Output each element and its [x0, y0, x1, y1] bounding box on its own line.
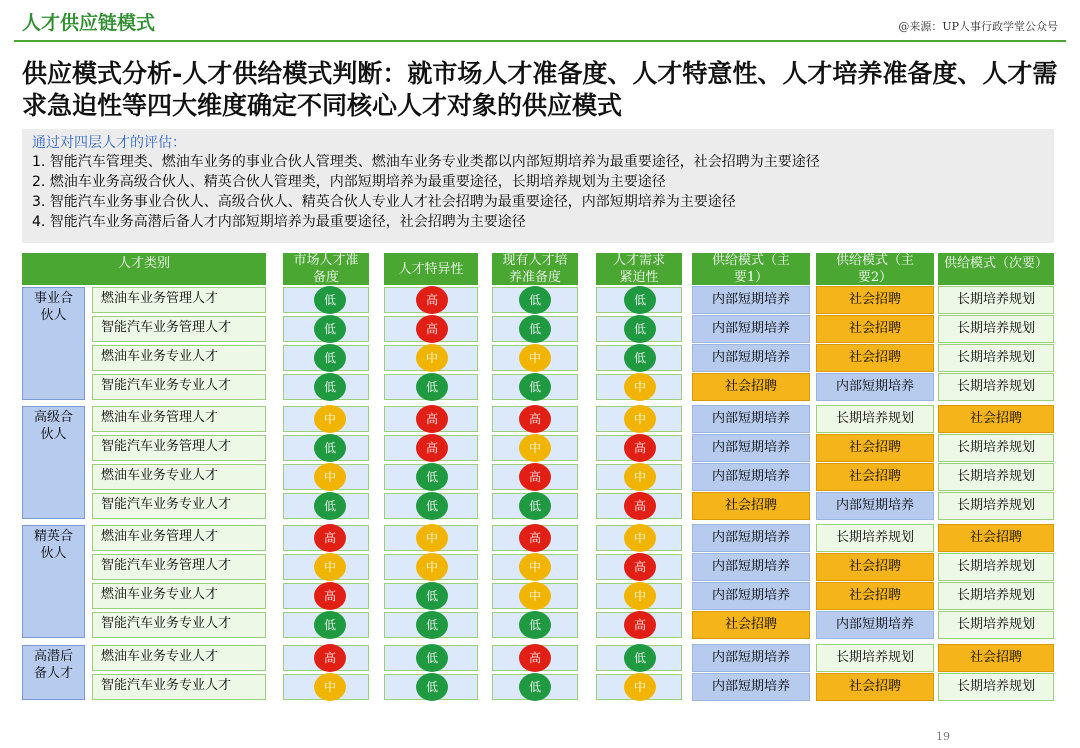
- rating-dot-mid: 中: [624, 673, 656, 701]
- rating-dot-mid: 中: [314, 553, 346, 581]
- rating-dot-mid: 中: [624, 373, 656, 401]
- rating-dot-mid: 中: [416, 553, 448, 581]
- rating-dot-low: 低: [519, 611, 551, 639]
- rating-dot-low: 低: [416, 611, 448, 639]
- header-secondary-mode: 供给模式（次要）: [938, 253, 1054, 285]
- mode-cell-social: 社会招聘: [692, 492, 810, 520]
- source-note: @来源：UP人事行政学堂公众号: [898, 20, 1058, 33]
- rating-dot-high: 高: [624, 611, 656, 639]
- talent-name: 燃油车业务专业人才: [92, 345, 266, 371]
- mode-cell-internal: 内部短期培养: [692, 673, 810, 701]
- mode-cell-internal: 内部短期培养: [692, 286, 810, 314]
- header-specificity: 人才特异性: [384, 253, 478, 285]
- mode-cell-longterm: 长期培养规划: [938, 286, 1054, 314]
- rating-dot-mid: 中: [416, 524, 448, 552]
- header-main-mode-1: 供给模式（主 要1）: [692, 253, 810, 285]
- rating-dot-low: 低: [314, 611, 346, 639]
- mode-cell-longterm: 长期培养规划: [938, 553, 1054, 581]
- rating-dot-high: 高: [416, 286, 448, 314]
- header-main-mode-2: 供给模式（主 要2）: [816, 253, 934, 285]
- rating-dot-high: 高: [416, 405, 448, 433]
- rating-dot-high: 高: [624, 434, 656, 462]
- rating-dot-low: 低: [314, 492, 346, 520]
- group-label-line: 事业合: [33, 291, 73, 306]
- mode-cell-longterm: 长期培养规划: [938, 373, 1054, 401]
- group-label-line: 精英合: [33, 529, 73, 544]
- rating-dot-low: 低: [624, 344, 656, 372]
- rating-dot-mid: 中: [624, 463, 656, 491]
- mode-cell-internal: 内部短期培养: [816, 373, 934, 401]
- rating-dot-mid: 中: [519, 582, 551, 610]
- talent-name: 智能汽车业务管理人才: [92, 316, 266, 342]
- group-label: [22, 406, 85, 519]
- page-number: 19: [936, 730, 950, 743]
- talent-name: 燃油车业务专业人才: [92, 464, 266, 490]
- talent-name: 燃油车业务管理人才: [92, 525, 266, 551]
- talent-name: 燃油车业务管理人才: [92, 287, 266, 313]
- talent-name: 智能汽车业务管理人才: [92, 554, 266, 580]
- header-category: 人才类别: [22, 253, 266, 285]
- rating-dot-high: 高: [519, 524, 551, 552]
- rating-dot-mid: 中: [519, 553, 551, 581]
- group-label: [22, 645, 85, 700]
- mode-cell-social: 社会招聘: [816, 463, 934, 491]
- mode-cell-internal: 内部短期培养: [692, 553, 810, 581]
- mode-cell-social: 社会招聘: [938, 405, 1054, 433]
- talent-name: 燃油车业务专业人才: [92, 583, 266, 609]
- rating-dot-high: 高: [416, 315, 448, 343]
- mode-cell-internal: 内部短期培养: [816, 611, 934, 639]
- mode-cell-longterm: 长期培养规划: [938, 344, 1054, 372]
- rating-dot-low: 低: [416, 582, 448, 610]
- group-label-line: 伙人: [40, 546, 67, 561]
- group-label-line: 伙人: [40, 308, 67, 323]
- mode-cell-longterm: 长期培养规划: [816, 524, 934, 552]
- mode-cell-internal: 内部短期培养: [692, 582, 810, 610]
- rating-dot-high: 高: [519, 463, 551, 491]
- rating-dot-low: 低: [416, 373, 448, 401]
- summary-line: 4. 智能汽车业务高潜后备人才内部短期培养为最重要途径，社会招聘为主要途径: [32, 214, 526, 230]
- group-label-line: 伙人: [40, 427, 67, 442]
- group-label-line: 高潜后: [33, 649, 73, 664]
- rating-dot-high: 高: [416, 434, 448, 462]
- rating-dot-high: 高: [314, 582, 346, 610]
- header-urgency: 人才需求 紧迫性: [596, 253, 682, 285]
- mode-cell-longterm: 长期培养规划: [816, 644, 934, 672]
- group-label: [22, 525, 85, 638]
- talent-name: 智能汽车业务管理人才: [92, 435, 266, 461]
- talent-name: 燃油车业务专业人才: [92, 645, 266, 671]
- group-label-line: 高级合: [33, 410, 73, 425]
- mode-cell-social: 社会招聘: [816, 582, 934, 610]
- header-market-readiness: 市场人才准 备度: [283, 253, 369, 285]
- mode-cell-social: 社会招聘: [816, 315, 934, 343]
- rating-dot-low: 低: [314, 373, 346, 401]
- mode-cell-longterm: 长期培养规划: [938, 611, 1054, 639]
- group-label: [22, 287, 85, 400]
- rating-dot-low: 低: [519, 286, 551, 314]
- rating-dot-low: 低: [519, 673, 551, 701]
- rating-dot-high: 高: [519, 405, 551, 433]
- rating-dot-high: 高: [314, 644, 346, 672]
- rating-dot-mid: 中: [519, 344, 551, 372]
- slide-section-title: 人才供应链模式: [22, 12, 156, 34]
- rating-dot-high: 高: [314, 524, 346, 552]
- mode-cell-internal: 内部短期培养: [816, 492, 934, 520]
- rating-dot-high: 高: [624, 492, 656, 520]
- mode-cell-internal: 内部短期培养: [692, 524, 810, 552]
- summary-line: 2. 燃油车业务高级合伙人、精英合伙人管理类，内部短期培养为最重要途径，长期培养规划为主要途径: [32, 174, 666, 190]
- rating-dot-low: 低: [416, 644, 448, 672]
- rating-dot-low: 低: [416, 492, 448, 520]
- talent-name: 智能汽车业务专业人才: [92, 374, 266, 400]
- talent-name: 智能汽车业务专业人才: [92, 612, 266, 638]
- mode-cell-internal: 内部短期培养: [692, 463, 810, 491]
- rating-dot-low: 低: [624, 644, 656, 672]
- mode-cell-longterm: 长期培养规划: [938, 582, 1054, 610]
- header-divider: [14, 40, 1066, 42]
- talent-name: 智能汽车业务专业人才: [92, 674, 266, 700]
- rating-dot-low: 低: [624, 315, 656, 343]
- mode-cell-longterm: 长期培养规划: [938, 492, 1054, 520]
- header-training-readiness: 现有人才培 养准备度: [492, 253, 578, 285]
- mode-cell-longterm: 长期培养规划: [816, 405, 934, 433]
- rating-dot-mid: 中: [314, 673, 346, 701]
- rating-dot-low: 低: [314, 344, 346, 372]
- rating-dot-low: 低: [624, 286, 656, 314]
- rating-dot-low: 低: [416, 463, 448, 491]
- mode-cell-social: 社会招聘: [938, 644, 1054, 672]
- mode-cell-longterm: 长期培养规划: [938, 315, 1054, 343]
- rating-dot-low: 低: [519, 315, 551, 343]
- mode-cell-social: 社会招聘: [816, 286, 934, 314]
- rating-dot-low: 低: [314, 434, 346, 462]
- rating-dot-low: 低: [519, 492, 551, 520]
- rating-dot-low: 低: [314, 315, 346, 343]
- rating-dot-mid: 中: [416, 344, 448, 372]
- rating-dot-mid: 中: [624, 405, 656, 433]
- summary-lead: 通过对四层人才的评估：: [32, 135, 186, 151]
- mode-cell-internal: 内部短期培养: [692, 315, 810, 343]
- rating-dot-mid: 中: [314, 405, 346, 433]
- rating-dot-mid: 中: [519, 434, 551, 462]
- mode-cell-internal: 内部短期培养: [692, 405, 810, 433]
- rating-dot-low: 低: [416, 673, 448, 701]
- group-label-line: 备人才: [33, 666, 73, 681]
- rating-dot-low: 低: [519, 373, 551, 401]
- mode-cell-social: 社会招聘: [692, 373, 810, 401]
- mode-cell-social: 社会招聘: [692, 611, 810, 639]
- rating-dot-high: 高: [624, 553, 656, 581]
- mode-cell-social: 社会招聘: [938, 524, 1054, 552]
- rating-dot-mid: 中: [314, 463, 346, 491]
- talent-name: 智能汽车业务专业人才: [92, 493, 266, 519]
- mode-cell-internal: 内部短期培养: [692, 344, 810, 372]
- rating-dot-mid: 中: [624, 524, 656, 552]
- mode-cell-longterm: 长期培养规划: [938, 434, 1054, 462]
- rating-dot-high: 高: [519, 644, 551, 672]
- summary-box: [22, 129, 1054, 243]
- mode-cell-social: 社会招聘: [816, 434, 934, 462]
- mode-cell-social: 社会招聘: [816, 673, 934, 701]
- mode-cell-social: 社会招聘: [816, 344, 934, 372]
- slide-headline: 供应模式分析-人才供给模式判断：就市场人才准备度、人才特意性、人才培养准备度、人才需求急迫性等四大维度确定不同核心人才对象的供应模式: [22, 59, 1058, 120]
- mode-cell-internal: 内部短期培养: [692, 644, 810, 672]
- summary-line: 1. 智能汽车管理类、燃油车业务的事业合伙人管理类、燃油车业务专业类都以内部短期培养为最重要途径，社会招聘为主要途径: [32, 154, 820, 170]
- rating-dot-low: 低: [314, 286, 346, 314]
- mode-cell-social: 社会招聘: [816, 553, 934, 581]
- summary-line: 3. 智能汽车业务事业合伙人、高级合伙人、精英合伙人专业人才社会招聘为最重要途径，内部短期培养为主要途径: [32, 194, 736, 210]
- mode-cell-longterm: 长期培养规划: [938, 673, 1054, 701]
- mode-cell-internal: 内部短期培养: [692, 434, 810, 462]
- mode-cell-longterm: 长期培养规划: [938, 463, 1054, 491]
- rating-dot-mid: 中: [624, 582, 656, 610]
- talent-name: 燃油车业务管理人才: [92, 406, 266, 432]
